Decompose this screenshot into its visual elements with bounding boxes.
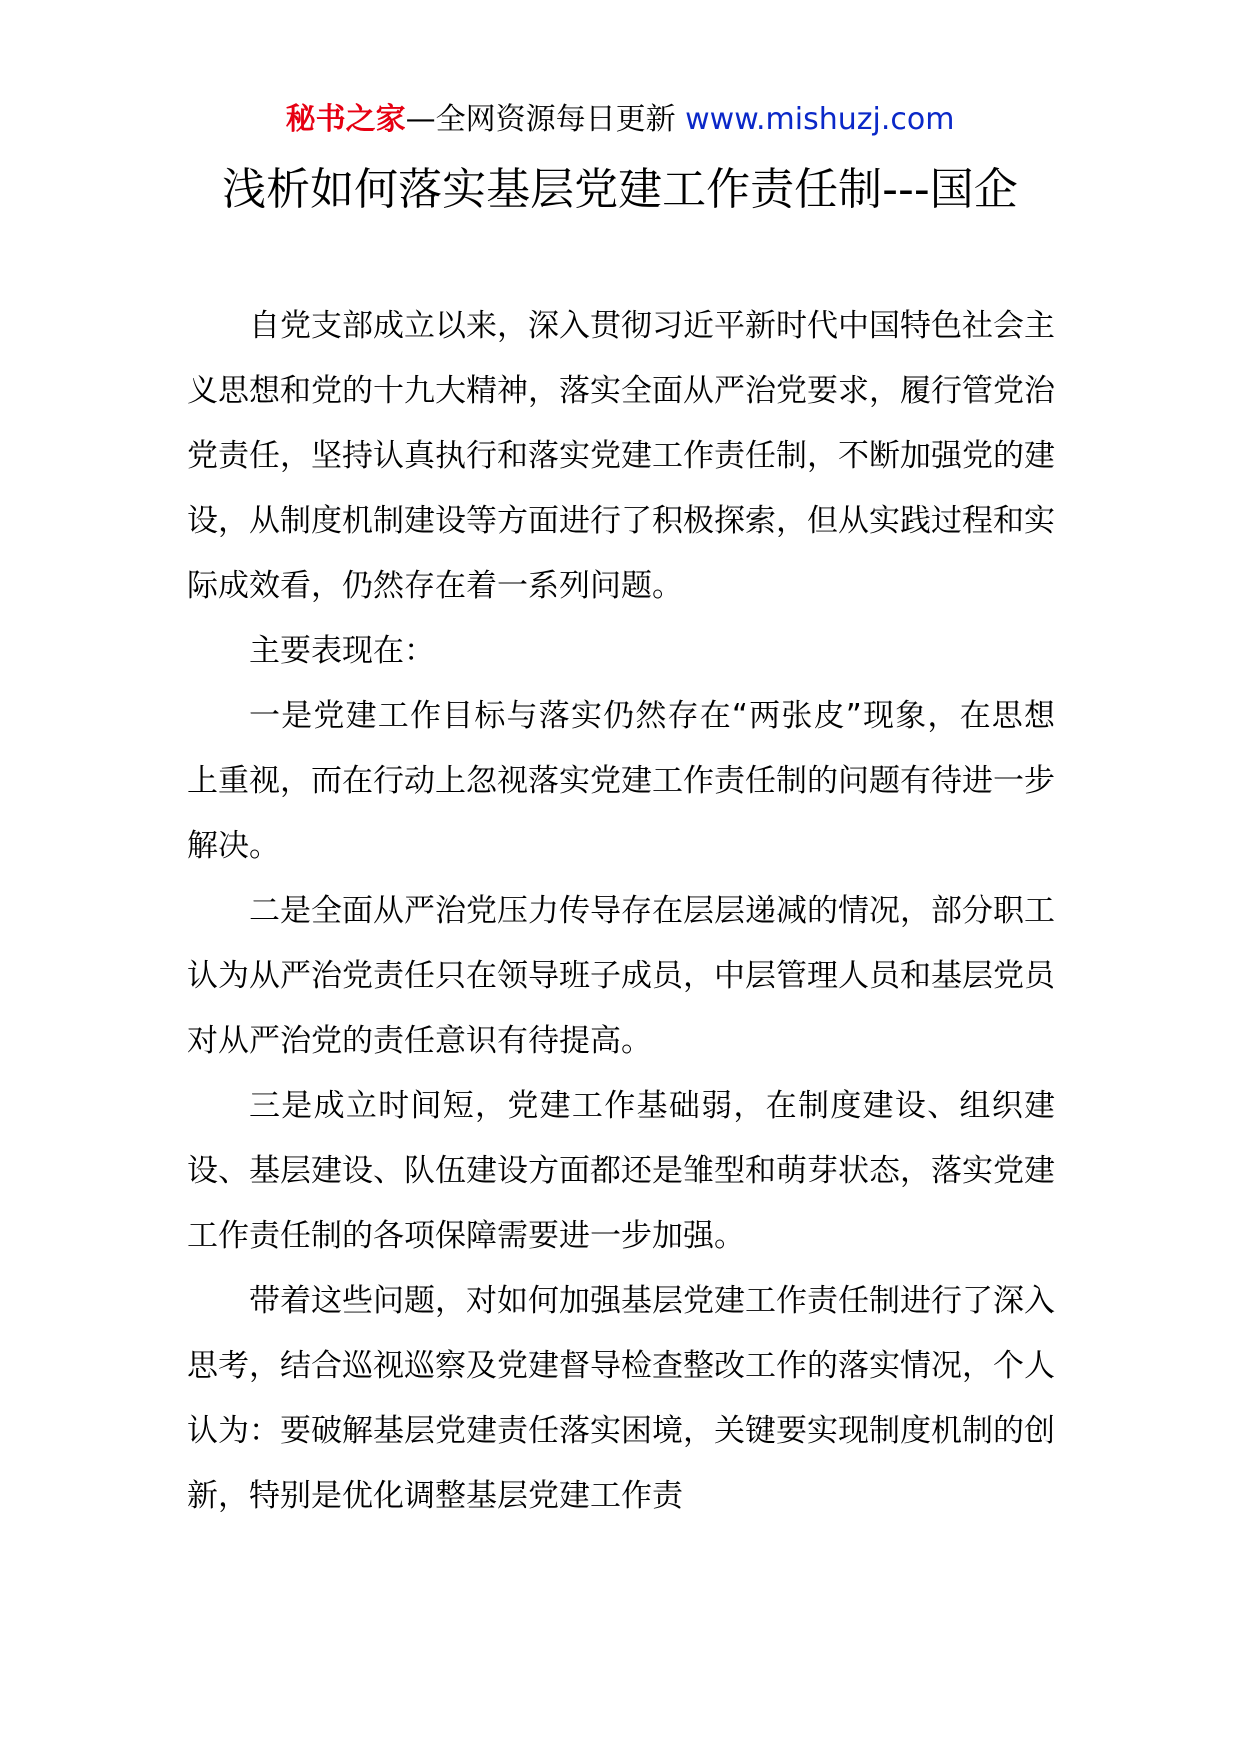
paragraph-point-two: 二是全面从严治党压力传导存在层层递减的情况，部分职工认为从严治党责任只在领导班子成员，中层管理人员和基层党员对从严治党的责任意识有待提高。 [187,893,1055,1059]
document-title: 浅析如何落实基层党建工作责任制---国企 [222,164,1018,215]
site-slogan: —全网资源每日更新 [405,102,676,137]
site-header [0,100,1240,140]
site-url-link[interactable]: www.mishuzj.com [685,102,955,137]
paragraph-point-one: 一是党建工作目标与落实仍然存在“两张皮”现象，在思想上重视，而在行动上忽视落实党建工作责任制的问题有待进一步解决。 [187,698,1055,864]
paragraph-intro: 自党支部成立以来，深入贯彻习近平新时代中国特色社会主义思想和党的十九大精神，落实全面从严治党要求，履行管党治党责任，坚持认真执行和落实党建工作责任制，不断加强党的建设，从制度机制建设等方面进行了积极探索，但从实践过程和实际成效看，仍然存在着一系列问题。 [187,308,1055,604]
site-brand: 秘书之家 [285,102,406,137]
paragraph-main-points: 主要表现在： [249,633,435,669]
paragraph-point-three: 三是成立时间短，党建工作基础弱，在制度建设、组织建设、基层建设、队伍建设方面都还是雏型和萌芽状态，落实党建工作责任制的各项保障需要进一步加强。 [187,1088,1055,1254]
document-body [187,294,1055,1529]
paragraph-conclusion: 带着这些问题，对如何加强基层党建工作责任制进行了深入思考，结合巡视巡察及党建督导检查整改工作的落实情况，个人认为：要破解基层党建责任落实困境，关键要实现制度机制的创新，特别是优化调整基层党建工作责 [187,1283,1055,1514]
